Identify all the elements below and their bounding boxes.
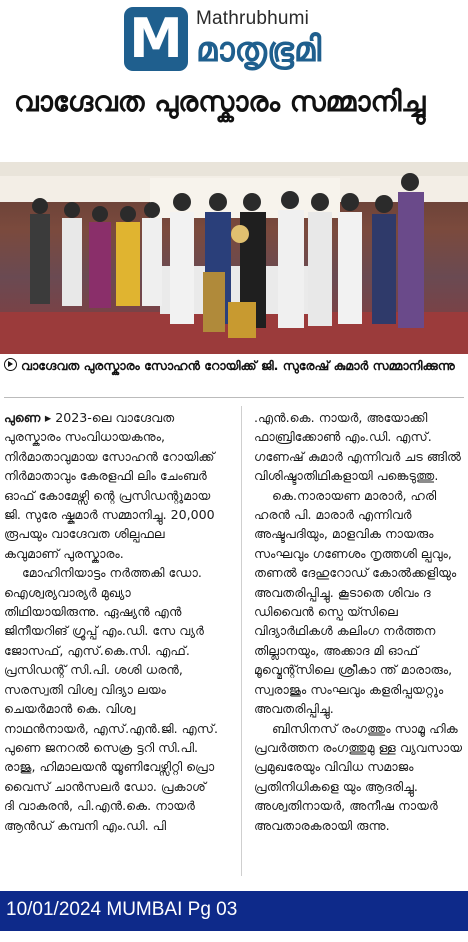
dateline: പുണെ ▸ bbox=[4, 410, 52, 425]
caption-text: വാഗ്ദേവത പുരസ്കാരം സോഹൻ റോയിക്ക് ജി. സുരേഷ് കുമാർ സമ്മാനിക്കുന്നു bbox=[21, 358, 455, 373]
article-paragraph bbox=[4, 408, 219, 563]
brand-name-malayalam: മാതൃഭൂമി bbox=[196, 30, 322, 70]
article-column-left bbox=[4, 408, 219, 835]
column-divider bbox=[241, 406, 242, 876]
article-paragraph: മോഹിനിയാട്ടം നർത്തകി ഡോ. ഐശ്വര്യവാര്യർ മുഖ്യാ തിഥിയായിരുന്നു. ഏഷ്യൻ എൻ ജിനീയറിങ് ഗ്രൂപ്പ് എം.ഡി. സേ വ്യർ ജോസഫ്, എസ്.കെ.സി. എഫ്. പ്രസിഡന്റ് സി.പി. ശശി ധരൻ, സരസ്വതി വിശ്വ വിദ്യാ ലയം ചെയർമാൻ കെ. വിശ്വ നാഥൻനായർ, എസ്.എൻ.ജി. എസ്. പുണെ ജനറൽ സെക്ര ട്ടറി സി.പി. രാജു, ഹിമാലയൻ യൂണിവേഴ്സിറ്റി പ്രൊ വൈസ് ചാൻസലർ ഡോ. പ്രകാശ് ദി വാകരൻ, പി.എൻ.കെ. നായർ ആൻഡ് കമ്പനി എം.ഡി. പി bbox=[4, 565, 219, 833]
article-paragraph: കെ.നാരായണ മാരാർ, ഹരി ഹരൻ പി. മാരാർ എന്നിവർ അഷ്ടപദിയും, മാളവിക നായരും സംഘവും ഗണേശം നൃത്തശി ല്പവും, തണൽ ദേഹുറോഡ് കോൽക്കളിയും അവതരിപ്പിച്ചു. കൂടാതെ ശിവം ദ ഡിവൈൻ സ്പെ യ്സിലെ വിദ്യാർഥികൾ കലിംഗ നർത്തന തില്ലാനയും, അക്കാദ മി ഓഫ് മൂവ്മെന്റ്സിലെ ശ്രീകാ ന്ത് മാരാരും, സ്വരാജും സംഘവും കളരിപ്പയറ്റും അവതരിപ്പിച്ചു. bbox=[254, 487, 457, 717]
article-paragraph: .എൻ.കെ. നായർ, അയോക്കി ഫാബ്രിക്കോൺ എം.ഡി. എസ്. ഗണേഷ് കുമാർ എന്നിവർ ചട ങ്ങിൽ വിശിഷ്ടാതിഥികളായി പങ്കെടുത്തു. bbox=[254, 410, 462, 484]
edition-date-page: 10/01/2024 MUMBAI Pg 03 bbox=[6, 899, 238, 920]
news-photo bbox=[0, 162, 468, 354]
article-paragraph: ബിസിനസ് രംഗത്തും സാമൂ ഹിക പ്രവർത്തന രംഗത്തുമു ള്ള വ്യവസായ പ്രമുഖരേയും വിവിധ സമാജം പ്രതിനിധികളെ യും ആദരിച്ചു. അശ്വതിനായർ, അനീഷ നായർ അവതാരകരായി രുന്നു. bbox=[254, 720, 463, 833]
award-ceremony-photo bbox=[0, 162, 468, 354]
play-bullet-icon bbox=[4, 358, 17, 371]
headline: വാഗ്ദേവത പുരസ്കാരം സമ്മാനിച്ചു bbox=[14, 85, 426, 118]
paragraph-text: 2023-ലെ വാഗ്ദേവത പുരസ്കാരം സംവിധായകനും, നിർമാതാവുമായ സോഹൻ റോയിക്ക് നിർമാതാവും കേരളഫി ലിം ചേംബർ ഓഫ് കോമേഴ്സി ന്റെ പ്രസിഡന്റുമായ ജി. സുരേ ഷ്കുമാർ സമ്മാനിച്ചു. 20,000 രൂപയും വാഗ്ദേവത ശില്പഫല കവുമാണ് പുരസ്കാരം. bbox=[4, 410, 215, 561]
footer-bar bbox=[0, 891, 468, 931]
article-column-right bbox=[254, 408, 468, 835]
masthead bbox=[0, 0, 468, 80]
caption-rule bbox=[4, 397, 464, 398]
mathrubhumi-logo bbox=[124, 7, 188, 71]
brand-name-english: Mathrubhumi bbox=[196, 8, 310, 29]
photo-caption bbox=[4, 357, 464, 375]
logo-letter: M bbox=[129, 7, 183, 70]
